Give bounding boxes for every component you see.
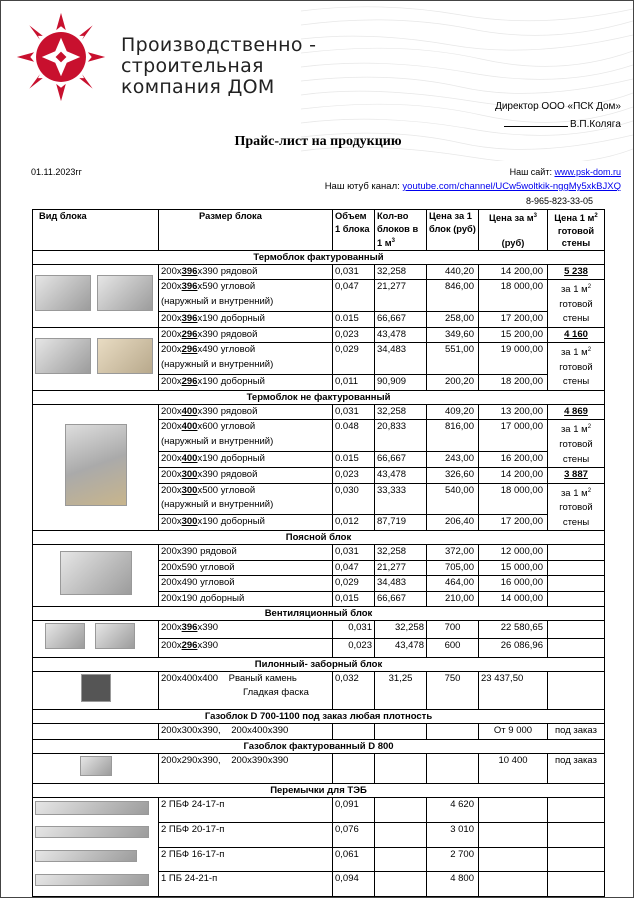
wall-empty-cell — [548, 822, 605, 847]
price-m3-cell: 16 000,00 — [479, 576, 548, 592]
signature-line — [504, 126, 568, 127]
price-m3-cell: 15 200,00 — [479, 327, 548, 343]
price-m3-cell — [479, 798, 548, 823]
table-row — [33, 264, 605, 280]
header-type: Вид блока — [33, 210, 159, 251]
price-m3-cell: 17 000,00 — [479, 420, 548, 451]
header-volume: Объем 1 блока — [333, 210, 375, 251]
gas-block-photo — [33, 753, 159, 784]
header-price-m2 — [548, 210, 605, 251]
size-cell: 200х400х390 рядовой — [159, 404, 333, 420]
volume-cell — [333, 753, 375, 784]
youtube-link[interactable]: youtube.com/channel/UCw5woltkik-nggMy5xkBJXQ — [402, 181, 621, 192]
volume-cell: 0,012 — [333, 514, 375, 530]
header-price-m2-tail: готовой стены — [557, 225, 595, 249]
header-price-m3-text: Цена за м — [489, 213, 534, 224]
youtube-label: Наш ютуб канал: — [324, 181, 400, 192]
wall-note-cell: под заказ — [548, 753, 605, 784]
size-cell: 200х400х190 доборный — [159, 451, 333, 467]
price-cell: 200,20 — [427, 374, 479, 390]
count-cell — [375, 753, 427, 784]
volume-cell: 0.015 — [333, 311, 375, 327]
volume-cell: 0,029 — [333, 343, 375, 374]
price-cell: 349,60 — [427, 327, 479, 343]
section-row — [33, 784, 605, 798]
price-cell: 3 010 — [427, 822, 479, 847]
wall-price-cell: 5 238 — [548, 264, 605, 280]
volume-cell: 0,032 — [333, 671, 375, 710]
price-m3-cell — [479, 872, 548, 897]
size-cell: 200х396х390 — [159, 621, 333, 639]
price-cell: 409,20 — [427, 404, 479, 420]
wall-empty-cell — [548, 545, 605, 561]
header-price-m3-unit: (руб) — [501, 238, 525, 249]
price-m3-cell: 10 400 — [479, 753, 548, 784]
company-logo-icon — [13, 9, 109, 105]
section-row — [33, 657, 605, 671]
table-row — [33, 545, 605, 561]
count-cell — [375, 872, 427, 897]
price-cell: 210,00 — [427, 591, 479, 607]
wall-empty-cell — [548, 621, 605, 639]
count-cell: 21,277 — [375, 280, 427, 311]
header-size: Размер блока — [159, 210, 333, 251]
price-m3-cell: 13 200,00 — [479, 404, 548, 420]
count-cell: 43,478 — [375, 468, 427, 484]
volume-cell: 0,029 — [333, 576, 375, 592]
price-cell: 206,40 — [427, 514, 479, 530]
size-cell: 2 ПБФ 20-17-п — [159, 822, 333, 847]
count-cell: 43,478 — [375, 639, 427, 657]
wall-price-cell: 4 869 — [548, 404, 605, 420]
section-title: Газоблок D 700-1100 под заказ любая плотность — [33, 710, 605, 724]
price-m3-cell: 14 200,00 — [479, 264, 548, 280]
volume-cell: 0,011 — [333, 374, 375, 390]
site-line — [510, 167, 621, 177]
phone-number: 8-965-823-33-05 — [525, 196, 593, 206]
wall-price-cell: 3 887 — [548, 468, 605, 484]
company-name — [121, 35, 316, 98]
price-cell: 258,00 — [427, 311, 479, 327]
wall-note-cell: за 1 $м^2$ готовой стены — [548, 343, 605, 391]
lintel-image-icon — [35, 874, 149, 886]
block-image-icon — [60, 551, 132, 595]
price-cell: 700 — [427, 621, 479, 639]
price-m3-cell: 19 000,00 — [479, 343, 548, 374]
wall-empty-cell — [548, 591, 605, 607]
count-cell: 32,258 — [375, 621, 427, 639]
price-m3-cell: 14 200,00 — [479, 468, 548, 484]
wall-empty-cell — [548, 560, 605, 576]
table-row — [33, 753, 605, 784]
size-cell: 200х296х490 угловой (наружный и внутренний) — [159, 343, 333, 374]
size-cell: 200х296х390 — [159, 639, 333, 657]
count-cell: 66,667 — [375, 311, 427, 327]
price-cell: 846,00 — [427, 280, 479, 311]
volume-cell: 0,094 — [333, 872, 375, 897]
volume-cell: 0,047 — [333, 560, 375, 576]
section-title: Перемычки для ТЭБ — [33, 784, 605, 798]
price-m3-cell: От 9 000 — [479, 724, 548, 740]
block-image-icon — [81, 674, 111, 702]
size-cell: 200х190 доборный — [159, 591, 333, 607]
size-cell: 200х400х600 угловой (наружный и внутренний) — [159, 420, 333, 451]
volume-cell: 0,061 — [333, 847, 375, 872]
header-price-m3-sup: 3 — [533, 213, 537, 219]
size-cell: 200х300х390, 200х400х390 — [159, 724, 333, 740]
volume-cell: 0,031 — [333, 545, 375, 561]
youtube-line — [325, 181, 621, 192]
price-cell: 540,00 — [427, 483, 479, 514]
price-cell: 750 — [427, 671, 479, 710]
size-cell: 200х396х390 рядовой — [159, 264, 333, 280]
block-image-icon — [65, 424, 127, 506]
price-cell — [427, 724, 479, 740]
size-cell: 200х296х190 доборный — [159, 374, 333, 390]
price-m3-cell: 16 200,00 — [479, 451, 548, 467]
lintel-image-icon — [35, 826, 149, 838]
price-m3-cell — [479, 822, 548, 847]
size-cell: 200х390 рядовой — [159, 545, 333, 561]
block-image-icon — [45, 623, 85, 649]
section-row — [33, 390, 605, 404]
count-cell: 66,667 — [375, 451, 427, 467]
price-m3-cell: 18 000,00 — [479, 280, 548, 311]
company-name-line3: компания ДОМ — [121, 76, 275, 98]
volume-cell: 0,076 — [333, 822, 375, 847]
header-price-m2-sup: 2 — [594, 213, 598, 219]
count-cell: 87,719 — [375, 514, 427, 530]
empty-photo-cell — [33, 724, 159, 740]
section-title: Пилонный- заборный блок — [33, 657, 605, 671]
textured-block-photo-1 — [33, 264, 159, 327]
vent-block-photo — [33, 621, 159, 658]
director-signature — [504, 119, 621, 130]
count-cell: 34,483 — [375, 576, 427, 592]
header-price-m3 — [479, 210, 548, 251]
size-cell: 200х590 угловой — [159, 560, 333, 576]
price-cell: 243,00 — [427, 451, 479, 467]
volume-cell: 0,091 — [333, 798, 375, 823]
price-cell — [427, 753, 479, 784]
section-title: Поясной блок — [33, 531, 605, 545]
price-m3-cell: 22 580,65 — [479, 621, 548, 639]
wall-price-cell: 4 160 — [548, 327, 605, 343]
price-table — [32, 209, 605, 897]
price-cell: 551,00 — [427, 343, 479, 374]
price-m3-cell: 18 200,00 — [479, 374, 548, 390]
header-price-block: Цена за 1 блок (руб) — [427, 210, 479, 251]
pylon-block-photo — [33, 671, 159, 710]
price-cell: 816,00 — [427, 420, 479, 451]
price-cell: 4 620 — [427, 798, 479, 823]
volume-cell: 0,023 — [333, 327, 375, 343]
price-cell: 440,20 — [427, 264, 479, 280]
section-title: Термоблок не фактурованный — [33, 390, 605, 404]
volume-cell: 0,031 — [333, 621, 375, 639]
lintel-image-icon — [35, 850, 137, 862]
price-cell: 600 — [427, 639, 479, 657]
section-row — [33, 739, 605, 753]
volume-cell: 0,031 — [333, 404, 375, 420]
volume-cell: 0,015 — [333, 591, 375, 607]
table-row — [33, 724, 605, 740]
section-title: Газоблок фактурованный D 800 — [33, 739, 605, 753]
section-row — [33, 531, 605, 545]
count-cell: 43,478 — [375, 327, 427, 343]
price-m3-cell: 26 086,96 — [479, 639, 548, 657]
wall-empty-cell — [548, 639, 605, 657]
size-cell: 200х400х400 Рваный камень Гладкая фаска — [159, 671, 333, 710]
block-image-icon — [97, 338, 153, 374]
count-cell: 21,277 — [375, 560, 427, 576]
size-cell: 200х300х500 угловой (наружный и внутренний) — [159, 483, 333, 514]
volume-cell: 0,031 — [333, 264, 375, 280]
site-label: Наш сайт: — [509, 167, 552, 177]
size-cell: 200х296х390 рядовой — [159, 327, 333, 343]
size-cell: 200х396х590 угловой (наружный и внутренний) — [159, 280, 333, 311]
document-title: Прайс-лист на продукцию — [234, 134, 402, 149]
document-date: 01.11.2023гг — [31, 167, 82, 177]
price-m3-cell — [479, 847, 548, 872]
count-cell — [375, 724, 427, 740]
header-count-sup: 3 — [391, 238, 395, 244]
volume-cell: 0,023 — [333, 468, 375, 484]
wall-empty-cell — [548, 798, 605, 823]
price-m3-cell: 23 437,50 — [479, 671, 548, 710]
count-cell: 32,258 — [375, 545, 427, 561]
count-cell: 33,333 — [375, 483, 427, 514]
count-cell: 90,909 — [375, 374, 427, 390]
wall-empty-cell — [548, 872, 605, 897]
price-m3-cell: 14 000,00 — [479, 591, 548, 607]
signature-name: В.П.Колягa — [569, 119, 621, 130]
price-cell: 705,00 — [427, 560, 479, 576]
price-cell: 326,60 — [427, 468, 479, 484]
count-cell: 34,483 — [375, 343, 427, 374]
block-image-icon — [97, 275, 153, 311]
belt-block-photo — [33, 545, 159, 607]
table-row — [33, 327, 605, 343]
count-cell: 66,667 — [375, 591, 427, 607]
wall-empty-cell — [548, 576, 605, 592]
section-title: Вентиляционный блок — [33, 607, 605, 621]
table-row — [33, 621, 605, 639]
header-count-text: Кол-во блоков в 1 м — [377, 211, 419, 249]
count-cell: 32,258 — [375, 404, 427, 420]
block-image-icon — [35, 338, 91, 374]
section-row — [33, 250, 605, 264]
count-cell — [375, 798, 427, 823]
wall-note-cell: под заказ — [548, 724, 605, 740]
size-cell: 200х300х190 доборный — [159, 514, 333, 530]
size-cell: 200х396х190 доборный — [159, 311, 333, 327]
count-cell — [375, 847, 427, 872]
header-count — [375, 210, 427, 251]
price-m3-cell: 12 000,00 — [479, 545, 548, 561]
plain-block-photo — [33, 404, 159, 530]
wall-empty-cell — [548, 847, 605, 872]
volume-cell: 0.015 — [333, 451, 375, 467]
size-cell: 1 ПБ 24-21-п — [159, 872, 333, 897]
lintel-photo — [33, 798, 159, 897]
size-cell: 200х490 угловой — [159, 576, 333, 592]
price-m3-cell: 17 200,00 — [479, 311, 548, 327]
lintel-image-icon — [35, 801, 149, 815]
price-m3-cell: 18 000,00 — [479, 483, 548, 514]
section-row — [33, 710, 605, 724]
header-price-m2-text: Цена 1 м — [554, 213, 595, 224]
textured-block-photo-2 — [33, 327, 159, 390]
section-row — [33, 607, 605, 621]
block-image-icon — [95, 623, 135, 649]
count-cell: 20,833 — [375, 420, 427, 451]
size-cell: 2 ПБФ 24-17-п — [159, 798, 333, 823]
section-title: Термоблок фактурованный — [33, 250, 605, 264]
wall-note-cell: за 1 $м^2$ готовой стены — [548, 483, 605, 531]
price-cell: 4 800 — [427, 872, 479, 897]
volume-cell: 0,047 — [333, 280, 375, 311]
table-row — [33, 671, 605, 710]
company-name-line1: Производственно - — [121, 34, 317, 56]
table-row — [33, 404, 605, 420]
wall-empty-cell — [548, 671, 605, 710]
director-title: Директор ООО «ПСК Дом» — [495, 101, 621, 112]
price-cell: 464,00 — [427, 576, 479, 592]
site-link[interactable]: www.psk-dom.ru — [554, 167, 621, 177]
volume-cell: 0,030 — [333, 483, 375, 514]
price-m3-cell: 15 000,00 — [479, 560, 548, 576]
count-cell — [375, 822, 427, 847]
price-cell: 2 700 — [427, 847, 479, 872]
volume-cell: 0,023 — [333, 639, 375, 657]
wall-note-cell: за 1 $м^2$ готовой стены — [548, 280, 605, 328]
wall-note-cell: за 1 $м^2$ готовой стены — [548, 420, 605, 468]
block-image-icon — [80, 756, 112, 776]
price-m3-cell: 17 200,00 — [479, 514, 548, 530]
block-image-icon — [35, 275, 91, 311]
size-cell: 200х290х390, 200х390х390 — [159, 753, 333, 784]
size-cell: 200х300х390 рядовой — [159, 468, 333, 484]
count-cell: 31,25 — [375, 671, 427, 710]
volume-cell: 0.048 — [333, 420, 375, 451]
table-row — [33, 798, 605, 823]
price-cell: 372,00 — [427, 545, 479, 561]
size-cell: 2 ПБФ 16-17-п — [159, 847, 333, 872]
company-name-line2: строительная — [121, 55, 264, 77]
count-cell: 32,258 — [375, 264, 427, 280]
volume-cell — [333, 724, 375, 740]
table-header-row — [33, 210, 605, 251]
